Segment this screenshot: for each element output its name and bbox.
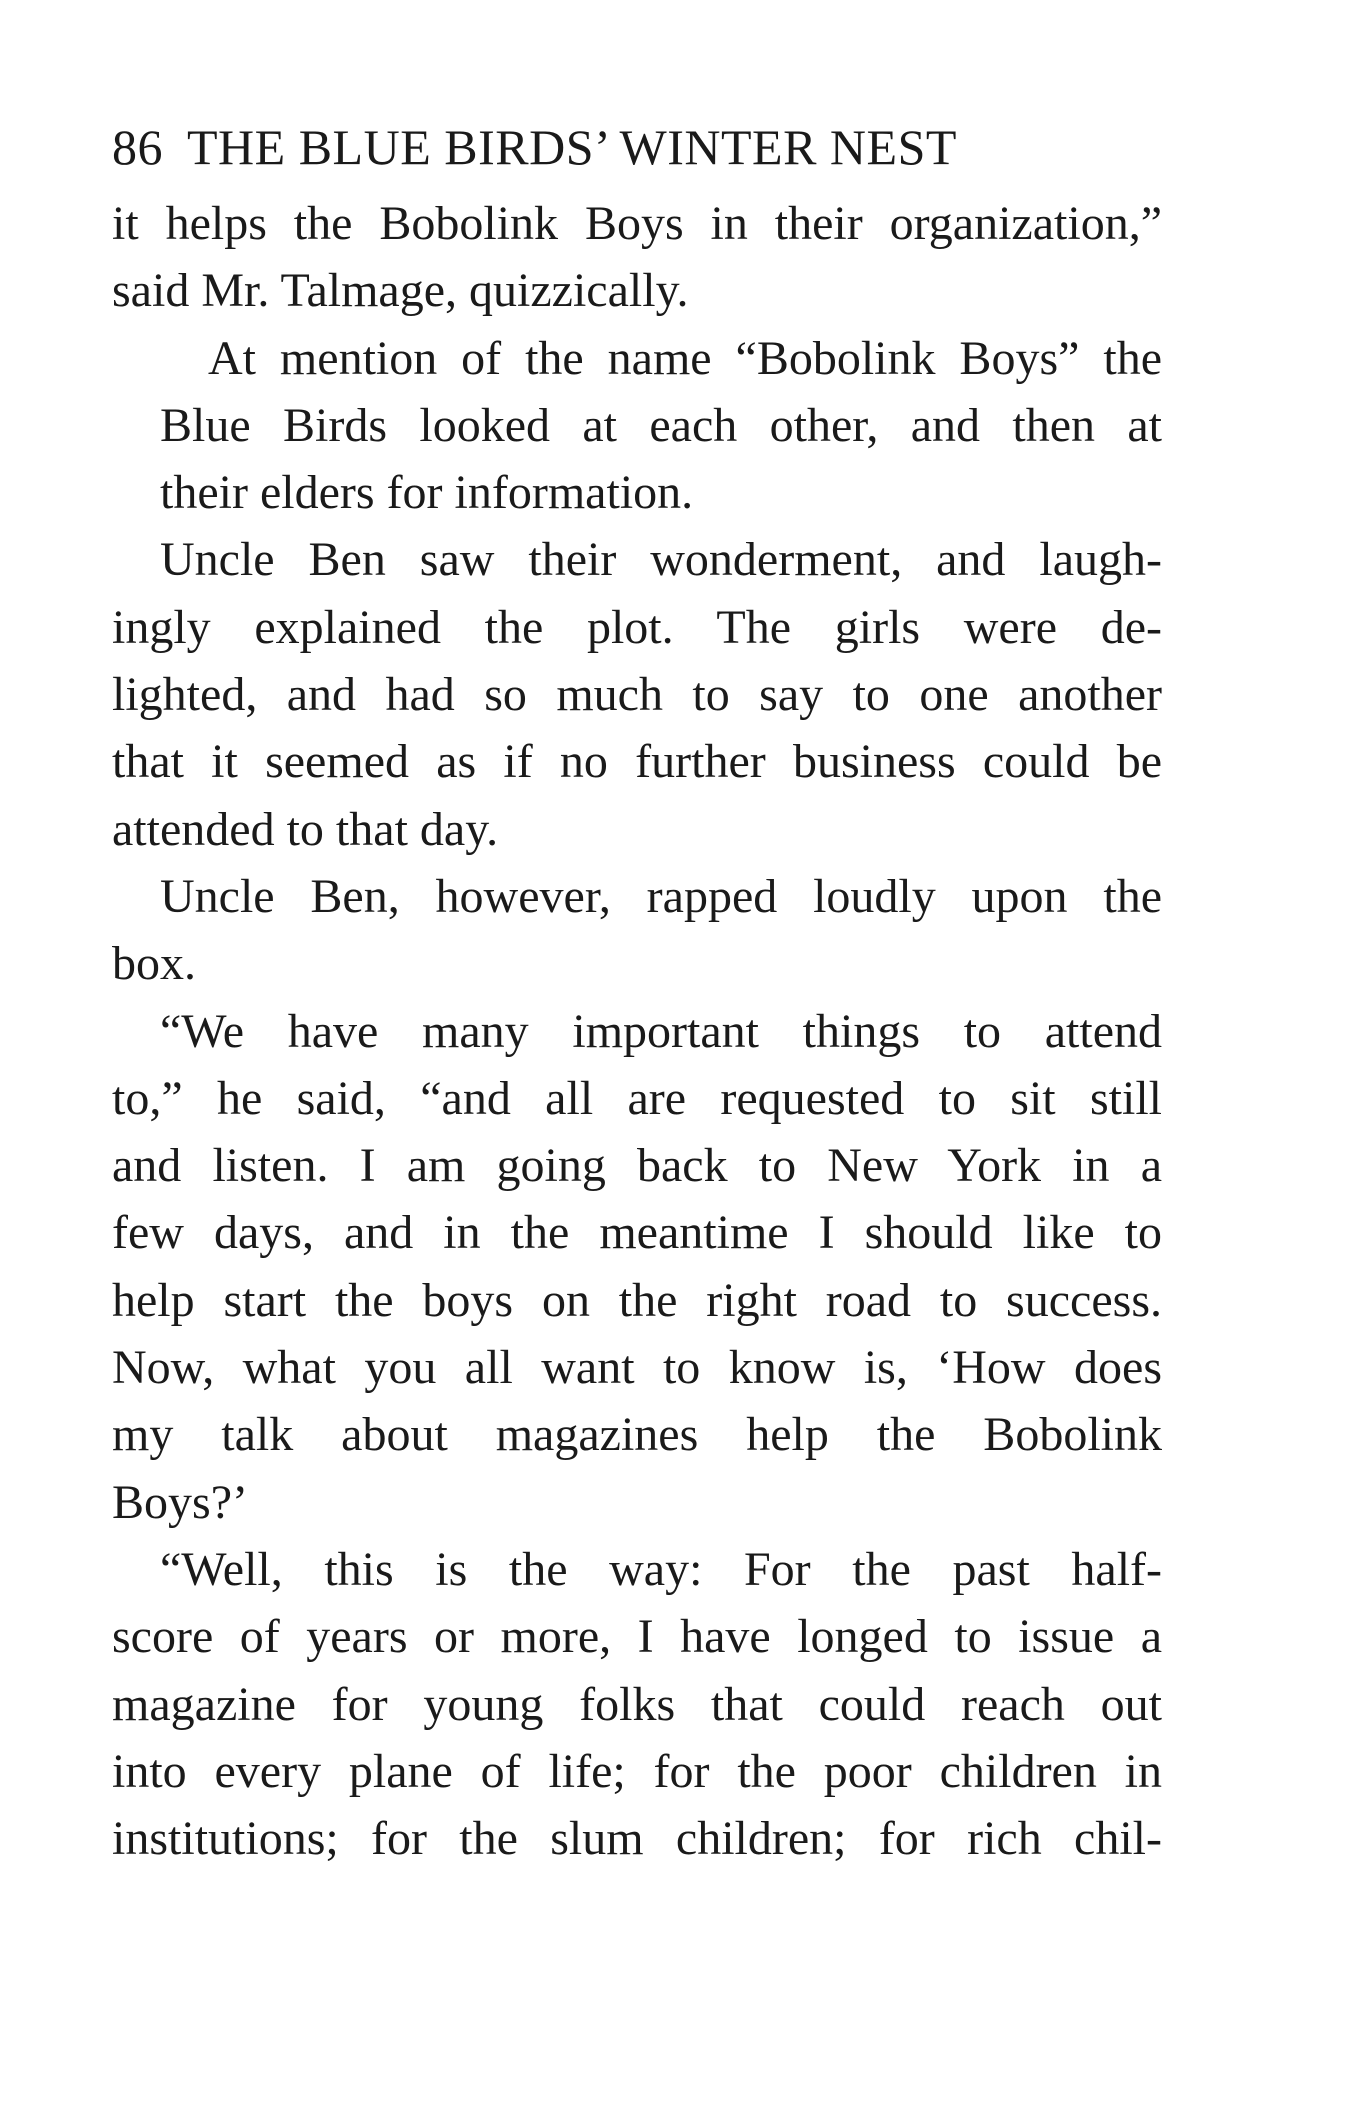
text-line: magazine for young folks that could reach out [112,1677,1162,1731]
running-title: THE BLUE BIRDS’ WINTER NEST [187,119,957,175]
text-line: Blue Birds looked at each other, and then at [160,398,1162,452]
paragraph [112,325,1162,527]
text-line: box. [112,937,196,991]
text-line: institutions; for the slum children; for rich chil- [112,1812,1162,1866]
text-line: to,” he said, “and all are requested to sit still [112,1071,1162,1125]
text-line: said Mr. Talmage, quizzically. [112,264,689,318]
text-line: their elders for information. [160,466,694,520]
paragraph [112,526,1162,862]
text-line: ingly explained the plot. The girls were de- [112,600,1162,654]
paragraph [112,863,1162,998]
running-head [112,118,1162,176]
text-line: score of years or more, I have longed to issue a [112,1610,1162,1664]
text-line: into every plane of life; for the poor children in [112,1744,1162,1798]
paragraph [112,1536,1162,1872]
text-line: it helps the Bobolink Boys in their organization,” [112,197,1162,250]
text-line: “Well, this is the way: For the past half- [160,1542,1162,1596]
text-line: help start the boys on the right road to success. [112,1273,1162,1327]
text-line: that it seemed as if no further business could be [112,735,1162,789]
text-line: Now, what you all want to know is, ‘How does [112,1341,1162,1395]
text-line: At mention of the name “Bobolink Boys” the [208,331,1162,385]
page-number: 86 [112,119,163,175]
paragraph [112,998,1162,1536]
text-line: attended to that day. [112,802,499,856]
text-line: Boys?’ [112,1475,248,1529]
text-line: and listen. I am going back to New York in a [112,1139,1162,1193]
text-line: Uncle Ben saw their wonderment, and laugh- [160,533,1162,587]
text-line: my talk about magazines help the Bobolink [112,1408,1162,1462]
paragraph [112,190,1162,325]
text-line: Uncle Ben, however, rapped loudly upon the [160,869,1162,923]
body-text [112,190,1162,1872]
text-line: lighted, and had so much to say to one another [112,668,1162,722]
text-line: few days, and in the meantime I should like to [112,1206,1162,1260]
book-page [112,118,1162,1872]
text-line: “We have many important things to attend [160,1004,1162,1058]
